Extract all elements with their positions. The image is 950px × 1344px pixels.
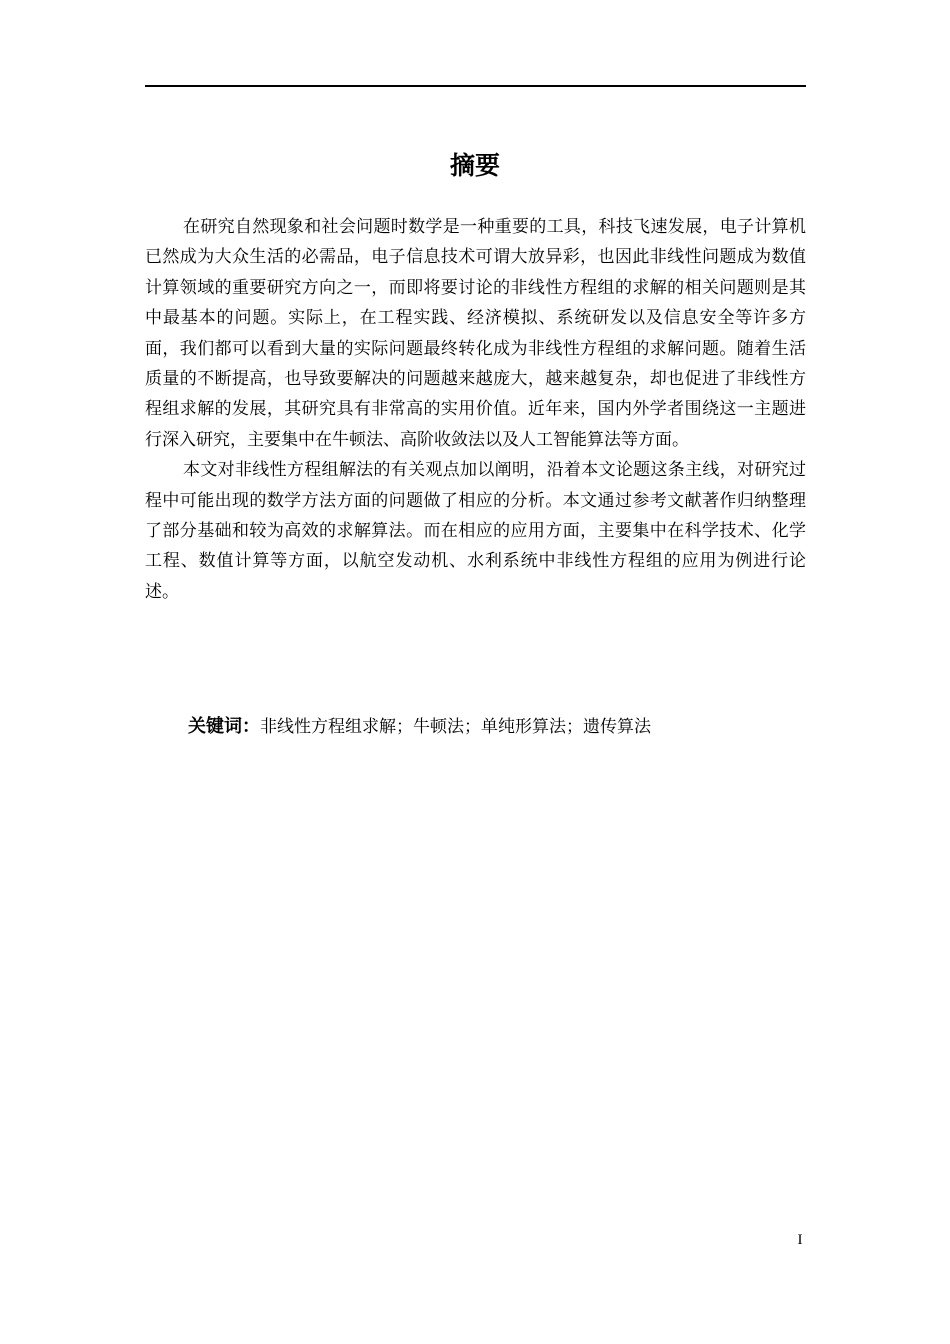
keywords-line — [188, 712, 806, 742]
header-rule — [145, 85, 806, 87]
abstract-paragraph-1: 在研究自然现象和社会问题时数学是一种重要的工具，科技飞速发展，电子计算机已然成为大众生活的必需品，电子信息技术可谓大放异彩，也因此非线性问题成为数值计算领域的重要研究方向之一，而即将要讨论的非线性方程组的求解的相关问题则是其中最基本的问题。实际上，在工程实践、经济模拟、系统研发以及信息安全等许多方面，我们都可以看到大量的实际问题最终转化成为非线性方程组的求解问题。随着生活质量的不断提高，也导致要解决的问题越来越庞大，越来越复杂，却也促进了非线性方程组求解的发展，其研究具有非常高的实用价值。近年来，国内外学者围绕这一主题进行深入研究，主要集中在牛顿法、高阶收敛法以及人工智能算法等方面。 — [145, 217, 806, 450]
keywords-label: 关键词： — [188, 716, 260, 737]
keywords-text: 非线性方程组求解；牛顿法；单纯形算法；遗传算法 — [260, 717, 651, 737]
abstract-title: 摘要 — [449, 151, 500, 180]
abstract-body — [145, 212, 806, 607]
page-number: I — [797, 1232, 803, 1248]
abstract-paragraph-2: 本文对非线性方程组解法的有关观点加以阐明，沿着本文论题这条主线，对研究过程中可能出现的数学方法方面的问题做了相应的分析。本文通过参考文献著作归纳整理了部分基础和较为高效的求解算法。而在相应的应用方面，主要集中在科学技术、化学工程、数值计算等方面，以航空发动机、水利系统中非线性方程组的应用为例进行论述。 — [145, 460, 806, 602]
